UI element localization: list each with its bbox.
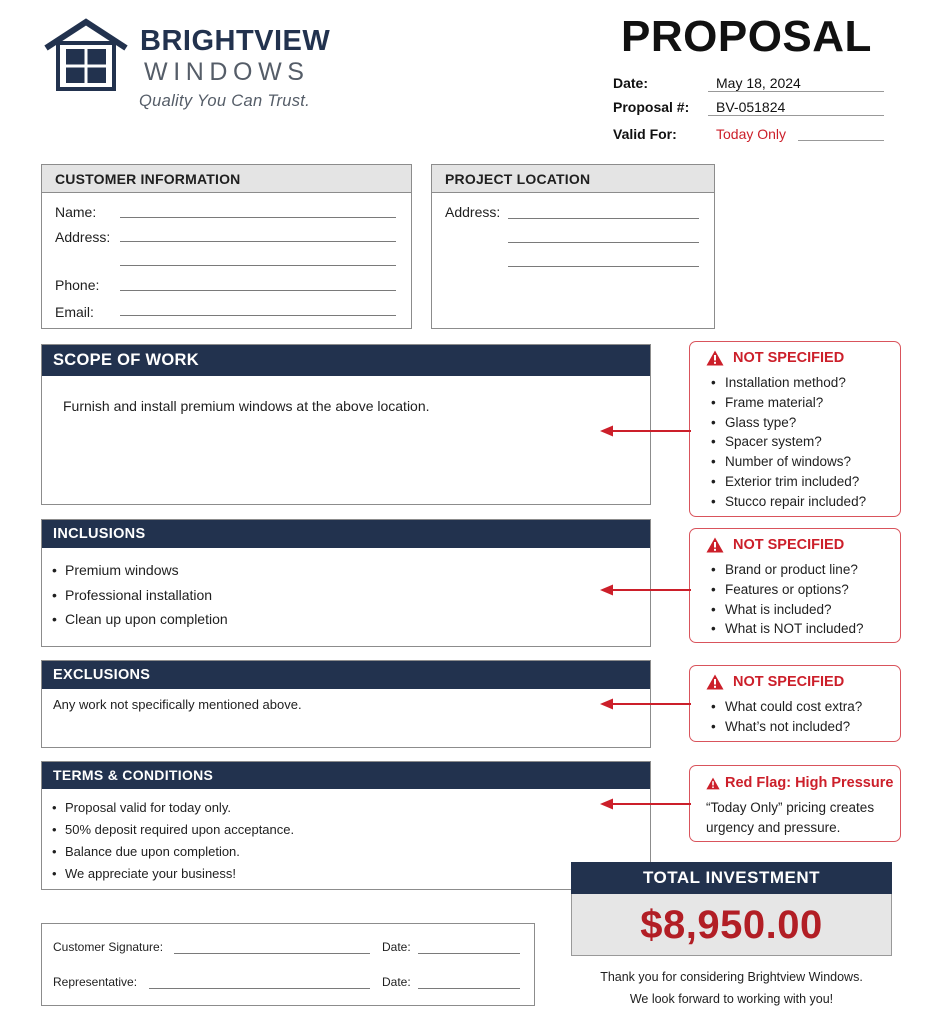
valid-for-value: Today Only [716,126,787,142]
warning-icon [706,537,724,553]
warning-icon [706,350,724,366]
exclusions-not-specified-callout [689,665,901,742]
phone-label: Phone: [55,277,100,293]
scope-arrow-icon [600,424,691,438]
total-amount-panel [571,894,892,956]
list-item: • What is included? [711,600,864,620]
terms-title: TERMS & CONDITIONS [42,762,650,789]
project-location-box [431,164,715,329]
list-item: • Brand or product line? [711,560,864,580]
terms-arrow-icon [600,797,691,811]
project-location-title: PROJECT LOCATION [432,165,714,193]
list-item: • Features or options? [711,580,864,600]
list-item: • What could cost extra? [711,697,862,717]
signature-box [41,923,535,1006]
customer-info-box [41,164,412,329]
scope-of-work-title: SCOPE OF WORK [42,345,650,376]
project-address-field-1[interactable] [508,218,699,219]
brand-name: BRIGHTVIEW [140,25,331,57]
list-item: • Proposal valid for today only. [52,797,294,819]
list-item: • Premium windows [52,558,228,583]
total-investment-box [571,862,892,956]
red-flag-title: Red Flag: High Pressure [725,775,894,791]
date-label: Date: [613,75,649,91]
customer-signature-label: Customer Signature: [53,940,164,954]
red-flag-text: “Today Only” pricing creates urgency and pressure. [706,800,875,835]
exclusions-callout-title: NOT SPECIFIED [733,674,845,690]
warning-icon [706,674,724,690]
email-label: Email: [55,304,94,320]
scope-of-work-section [41,344,651,505]
list-item: • Stucco repair included? [711,492,866,512]
callout-title-row [706,350,844,366]
proposal-number-underline [708,115,884,116]
list-item: • 50% deposit required upon acceptance. [52,819,294,841]
scope-callout-title: NOT SPECIFIED [733,350,845,366]
list-item: • We appreciate your business! [52,863,294,885]
proposal-title: PROPOSAL [621,12,872,61]
representative-signature-field[interactable] [149,988,370,989]
name-label: Name: [55,204,97,220]
terms-list [52,797,294,885]
callout-title-row [706,674,844,690]
project-address-field-3[interactable] [508,266,699,267]
brand-tagline: Quality You Can Trust. [139,92,311,110]
list-item: • Number of windows? [711,452,866,472]
list-item: • Exterior trim included? [711,472,866,492]
customer-info-title: CUSTOMER INFORMATION [42,165,411,193]
project-address-label: Address: [445,204,501,220]
scope-of-work-text: Furnish and install premium windows at the above location. [63,398,430,414]
inclusions-callout-list [711,560,864,639]
list-item: • Professional installation [52,583,228,608]
total-amount: $8,950.00 [640,903,823,947]
valid-for-label: Valid For: [613,126,677,142]
phone-field[interactable] [120,290,396,291]
thank-you-line-2: We look forward to working with you! [629,992,834,1006]
inclusions-not-specified-callout [689,528,901,643]
inclusions-arrow-icon [600,583,691,597]
address-field-2[interactable] [120,265,396,266]
total-investment-label: TOTAL INVESTMENT [571,862,892,894]
list-item: • Clean up upon completion [52,607,228,632]
date-value: May 18, 2024 [716,75,801,91]
exclusions-callout-list [711,697,862,737]
customer-date-field[interactable] [418,953,520,954]
representative-date-label: Date: [382,975,411,989]
inclusions-callout-title: NOT SPECIFIED [733,537,845,553]
list-item: • Balance due upon completion. [52,841,294,863]
list-item: • Glass type? [711,413,866,433]
warning-icon [706,777,720,790]
exclusions-arrow-icon [600,697,691,711]
list-item: • Spacer system? [711,432,866,452]
callout-title-row [706,537,844,553]
valid-for-underline [798,140,884,141]
representative-label: Representative: [53,975,138,989]
project-address-field-2[interactable] [508,242,699,243]
address-field-1[interactable] [120,241,396,242]
brand-subname: WINDOWS [144,58,310,86]
list-item: • Frame material? [711,393,866,413]
email-field[interactable] [120,315,396,316]
list-item: • What is NOT included? [711,619,864,639]
exclusions-text: Any work not specifically mentioned above. [53,697,302,712]
date-underline [708,91,884,92]
inclusions-list [52,558,228,632]
list-item: • What’s not included? [711,717,862,737]
red-flag-callout [689,765,901,842]
scope-not-specified-callout [689,341,901,517]
proposal-number-label: Proposal #: [613,99,690,115]
scope-callout-list [711,373,866,512]
inclusions-title: INCLUSIONS [42,520,650,548]
address-label: Address: [55,229,111,245]
customer-date-label: Date: [382,940,411,954]
callout-title-row [706,775,893,791]
list-item: • Installation method? [711,373,866,393]
representative-date-field[interactable] [418,988,520,989]
proposal-number-value: BV-051824 [716,99,786,115]
thank-you-message [571,966,892,1010]
customer-signature-field[interactable] [174,953,370,954]
name-field[interactable] [120,217,396,218]
house-window-logo-icon [42,18,130,92]
thank-you-line-1: Thank you for considering Brightview Windows. [600,970,863,984]
exclusions-title: EXCLUSIONS [42,661,650,689]
